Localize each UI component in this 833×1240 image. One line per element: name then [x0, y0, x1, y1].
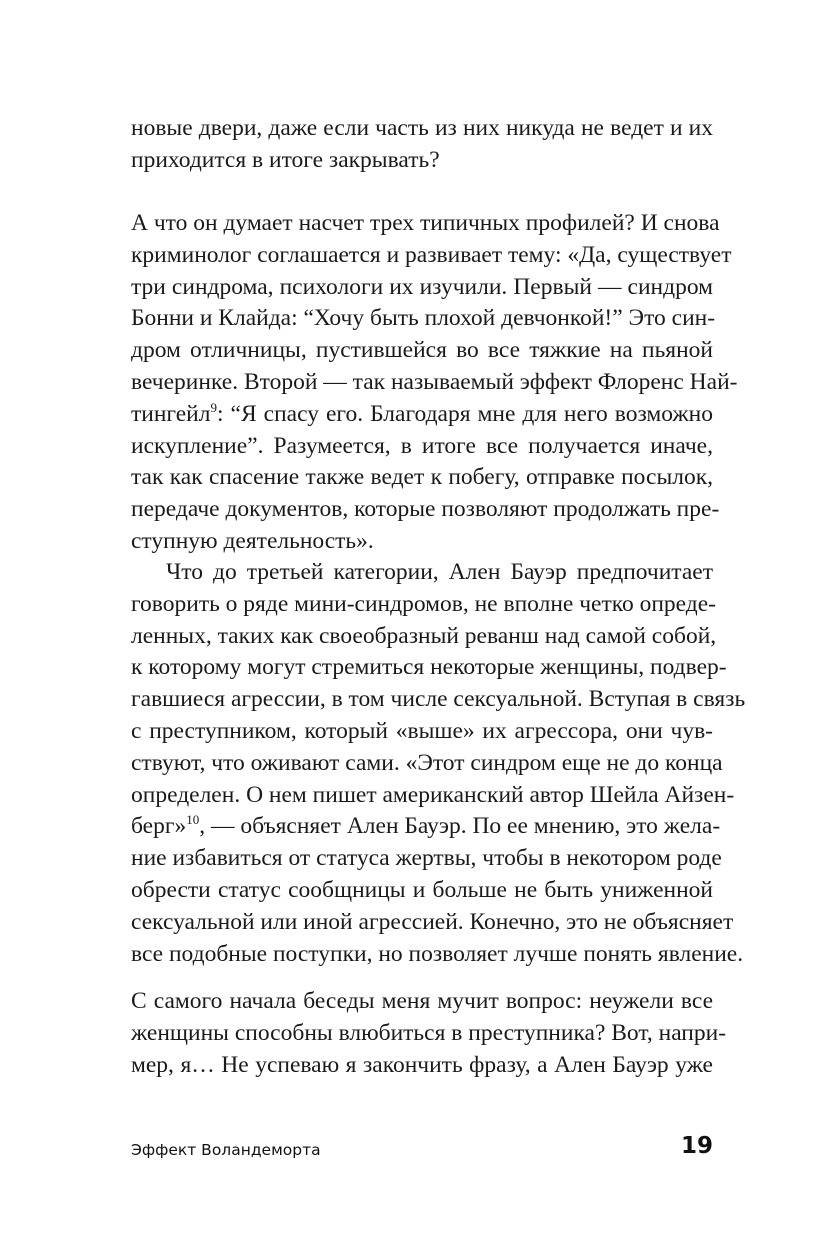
page-footer — [131, 1133, 713, 1163]
text-fragment: “Я спасу его. Благодаря мне для него возможно — [230, 400, 713, 427]
text-line: С самого начала беседы меня мучит вопрос: неужели все — [131, 988, 713, 1014]
text-line: передаче документов, которые позволяют продолжать пре- — [131, 496, 720, 523]
text-line: А что он думает насчет трех типичных профилей? И снова — [131, 210, 720, 236]
text-fragment: берг» — [131, 813, 187, 840]
text-line: ствуют, что оживают сами. «Этот синдром еще не до конца — [131, 749, 723, 776]
paragraph-continuation — [131, 113, 713, 177]
text-line: вечеринке. Второй — так называемый эффект Флоренс Най- — [131, 368, 738, 395]
text-line: тингейл$^9$: “Я спасу его. Благодаря мне для него возможно — [131, 399, 713, 427]
text-line: к которому могут стремиться некоторые женщины, подвер- — [131, 654, 727, 681]
text-line: Бонни и Клайда: “Хочу быть плохой девчонкой!” Это син- — [131, 305, 716, 332]
text-line: сексуальной или иной агрессией. Конечно, это не объясняет — [131, 908, 734, 935]
text-line: ние избавиться от статуса жертвы, чтобы в некотором роде — [131, 845, 722, 872]
text-line: искупление”. Разумеется, в итоге все получается иначе, — [131, 432, 713, 459]
text-line: говорить о ряде мини-синдромов, не вполне четко опреде- — [131, 590, 716, 617]
running-title: Эффект Воландеморта — [131, 1141, 321, 1159]
text-line: Что до третьей категории, Ален Бауэр предпочитает — [166, 559, 713, 585]
text-line: так как спасение также ведет к побегу, отправке посылок, — [131, 464, 713, 491]
text-line: мер, я… Не успеваю я закончить фразу, а Ален Бауэр уже — [131, 1051, 713, 1078]
text-fragment: тингейл — [131, 400, 211, 427]
text-line: гавшиеся агрессии, в том числе сексуальной. Вступая в связь — [131, 686, 746, 713]
paragraph-question — [131, 986, 727, 1081]
text-line: женщины способны влюбиться в преступника? Вот, напри- — [131, 1019, 727, 1046]
text-line — [131, 811, 721, 843]
text-line: обрести статус сообщницы и больше не быть униженной — [131, 876, 713, 903]
paragraph-profiles — [131, 208, 738, 558]
text-line: три синдрома, психологи их изучили. Первый — синдром — [131, 273, 713, 300]
text-fragment: , — объясняет Ален Бауэр. По ее мнению, это жела- — [199, 813, 721, 840]
footnote-reference: 9 — [210, 399, 217, 415]
text-line: все подобные поступки, но позволяет лучше понять явление. — [131, 940, 744, 967]
text-line: определен. О нем пишет американский автор Шейла Айзен- — [131, 781, 735, 808]
paragraph-third-category — [131, 557, 746, 970]
footnote-reference: 10 — [186, 812, 200, 828]
text-line: дром отличницы, пустившейся во все тяжкие на пьяной — [131, 337, 713, 364]
text-line: ленных, таких как своеобразный реванш над самой собой, — [131, 622, 717, 649]
text-line: ступную деятельность». — [131, 527, 374, 554]
page-number: 19 — [680, 1133, 713, 1159]
text-line: с преступником, который «выше» их агрессора, они чув- — [131, 717, 713, 744]
text-line: приходится в итоге закрывать? — [131, 146, 440, 173]
text-line: новые двери, даже если часть из них никуда не ведет и их — [131, 115, 713, 141]
text-line: криминолог соглашается и развивает тему: «Да, существует — [131, 241, 732, 268]
